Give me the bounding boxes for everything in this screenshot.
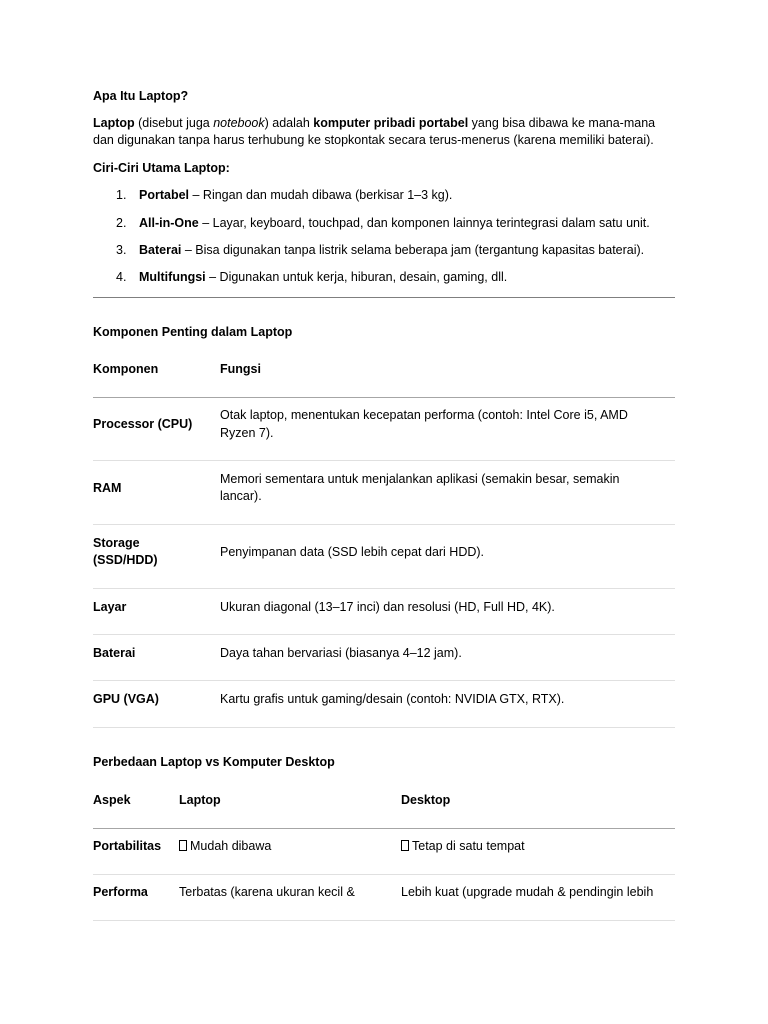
table-cell-function: Penyimpanan data (SSD lebih cepat dari HDD). [220,545,485,559]
section-heading-comparison: Perbedaan Laptop vs Komputer Desktop [93,755,335,769]
list-number: 2. [116,216,127,230]
table-cell-function: Ukuran diagonal (13–17 inci) dan resolusi (HD, Full HD, 4K). [220,600,555,614]
table-row-divider [93,460,675,461]
list-item [93,187,693,204]
table-header-aspect: Aspek [93,793,131,807]
table-cell-component-name: GPU (VGA) [93,692,159,706]
table-cell-function: Kartu grafis untuk gaming/desain (contoh: NVIDIA GTX, RTX). [220,692,565,706]
table-cell-component-name: Baterai [93,646,136,660]
table-row-divider [93,634,675,635]
table-cell-desktop: Lebih kuat (upgrade mudah & pendingin lebih [401,885,654,899]
table-cell-function-line: Memori sementara untuk menjalankan aplikasi (semakin besar, semakin [220,472,620,486]
table-header-function: Fungsi [220,362,261,376]
list-item-desc: – Bisa digunakan tanpa listrik selama beberapa jam (tergantung kapasitas baterai). [181,243,645,257]
list-item-title: All-in-One [139,216,199,230]
intro-term-laptop: Laptop [93,116,135,130]
intro-text: yang bisa dibawa ke mana-mana [468,116,656,130]
list-item-title: Multifungsi [139,270,206,284]
table-row-divider [93,727,675,728]
table-cell-laptop-text: Mudah dibawa [190,839,272,853]
table-header-component: Komponen [93,362,159,376]
table-cell-function: Daya tahan bervariasi (biasanya 4–12 jam). [220,646,462,660]
table-cell-component-name: Layar [93,600,127,614]
missing-glyph-icon [179,840,187,851]
table-header-desktop: Desktop [401,793,451,807]
intro-line-1 [93,115,683,132]
intro-paragraph [93,115,683,149]
list-number: 1. [116,188,127,202]
table-cell-component-name: Storage [93,536,140,550]
table-cell-function-line: Ryzen 7). [220,426,274,440]
table-header-laptop: Laptop [179,793,221,807]
table-cell-component-name: (SSD/HDD) [93,553,158,567]
list-item [93,242,693,259]
list-item-desc: – Digunakan untuk kerja, hiburan, desain, gaming, dll. [205,270,508,284]
intro-term-notebook: notebook [213,116,265,130]
table-row-divider [93,874,675,875]
table-cell-aspect: Performa [93,885,148,899]
table-cell-function-line: Otak laptop, menentukan kecepatan performa (contoh: Intel Core i5, AMD [220,408,628,422]
list-item-title: Portabel [139,188,190,202]
list-item [93,215,693,232]
horizontal-divider [93,297,675,298]
list-item-desc: – Ringan dan mudah dibawa (berkisar 1–3 kg). [189,188,453,202]
intro-line-2: dan digunakan tanpa harus terhubung ke stopkontak secara terus-menerus (karena memiliki baterai). [93,133,654,147]
table-cell-desktop [401,838,525,855]
missing-glyph-icon [401,840,409,851]
list-item-desc: – Layar, keyboard, touchpad, dan komponen lainnya terintegrasi dalam satu unit. [198,216,650,230]
table-cell-component-name: RAM [93,481,122,495]
table-cell-laptop: Terbatas (karena ukuran kecil & [179,885,355,899]
table-cell-component-name: Processor (CPU) [93,417,193,431]
table-cell-function-line: lancar). [220,489,262,503]
table-header-divider [93,828,675,829]
list-number: 4. [116,270,127,284]
table-row-divider [93,920,675,921]
intro-term-portable-pc: komputer pribadi portabel [313,116,469,130]
table-cell-aspect: Portabilitas [93,839,162,853]
list-number: 3. [116,243,127,257]
table-row-divider [93,588,675,589]
section-heading-features: Ciri-Ciri Utama Laptop: [93,161,230,175]
table-cell-laptop [179,838,271,855]
list-item [93,269,693,286]
list-item-title: Baterai [139,243,182,257]
table-cell-desktop-text: Tetap di satu tempat [412,839,525,853]
table-row-divider [93,524,675,525]
table-row-divider [93,680,675,681]
table-header-divider [93,397,675,398]
intro-text: ) adalah [264,116,314,130]
section-heading-what-is-laptop: Apa Itu Laptop? [93,89,189,103]
section-heading-components: Komponen Penting dalam Laptop [93,325,293,339]
intro-text: (disebut juga [134,116,214,130]
